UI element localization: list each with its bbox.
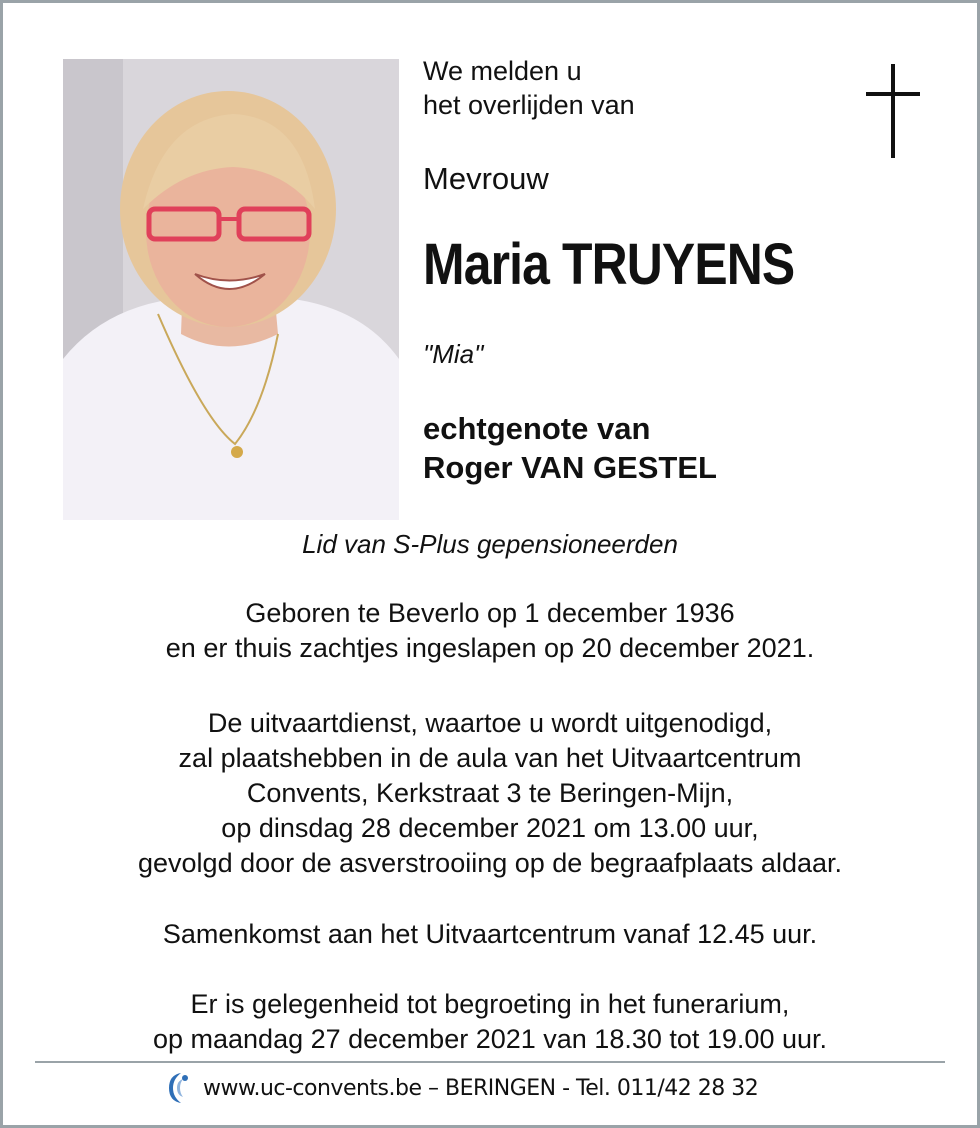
footer-contact[interactable]: www.uc-convents.be – BERINGEN - Tel. 011/42 28 32 <box>203 1075 759 1101</box>
service-line-1: De uitvaartdienst, waartoe u wordt uitgenodigd, <box>207 708 773 738</box>
service-line-2: zal plaatshebben in de aula van het Uitvaartcentrum <box>178 743 802 773</box>
visitation-text <box>40 987 940 1057</box>
portrait-photo <box>63 59 399 520</box>
visitation-line-1: Er is gelegenheid tot begroeting in het funerarium, <box>190 989 790 1019</box>
gathering-text: Samenkomst aan het Uitvaartcentrum vanaf 12.45 uur. <box>162 919 818 949</box>
intro-line-2: het overlijden van <box>423 90 635 120</box>
honorific-title: Mevrouw <box>423 161 549 196</box>
cross-icon <box>866 64 920 158</box>
visitation-line-2: op maandag 27 december 2021 van 18.30 tot 19.00 uur. <box>152 1024 827 1054</box>
uc-convents-logo-icon <box>163 1069 193 1107</box>
spouse-name: Roger VAN GESTEL <box>423 450 717 485</box>
membership-text: Lid van S-Plus gepensioneerden <box>302 529 678 559</box>
death-line: en er thuis zachtjes ingeslapen op 20 december 2021. <box>165 633 815 663</box>
footer <box>163 1068 758 1108</box>
service-line-5: gevolgd door de asverstrooiing op de begraafplaats aldaar. <box>138 848 842 878</box>
spouse-line-1: echtgenote van <box>423 411 651 446</box>
birth-line: Geboren te Beverlo op 1 december 1936 <box>245 598 735 628</box>
footer-divider <box>35 1061 945 1063</box>
service-text <box>40 706 940 881</box>
service-line-4: op dinsdag 28 december 2021 om 13.00 uur, <box>221 813 759 843</box>
deceased-name: Maria TRUYENS <box>423 232 795 297</box>
birth-death-text <box>40 596 940 666</box>
nickname: "Mia" <box>423 339 484 369</box>
spouse-info <box>423 409 717 487</box>
intro-line-1: We melden u <box>423 56 582 86</box>
intro-text <box>423 54 635 122</box>
service-line-3: Convents, Kerkstraat 3 te Beringen-Mijn, <box>246 778 734 808</box>
